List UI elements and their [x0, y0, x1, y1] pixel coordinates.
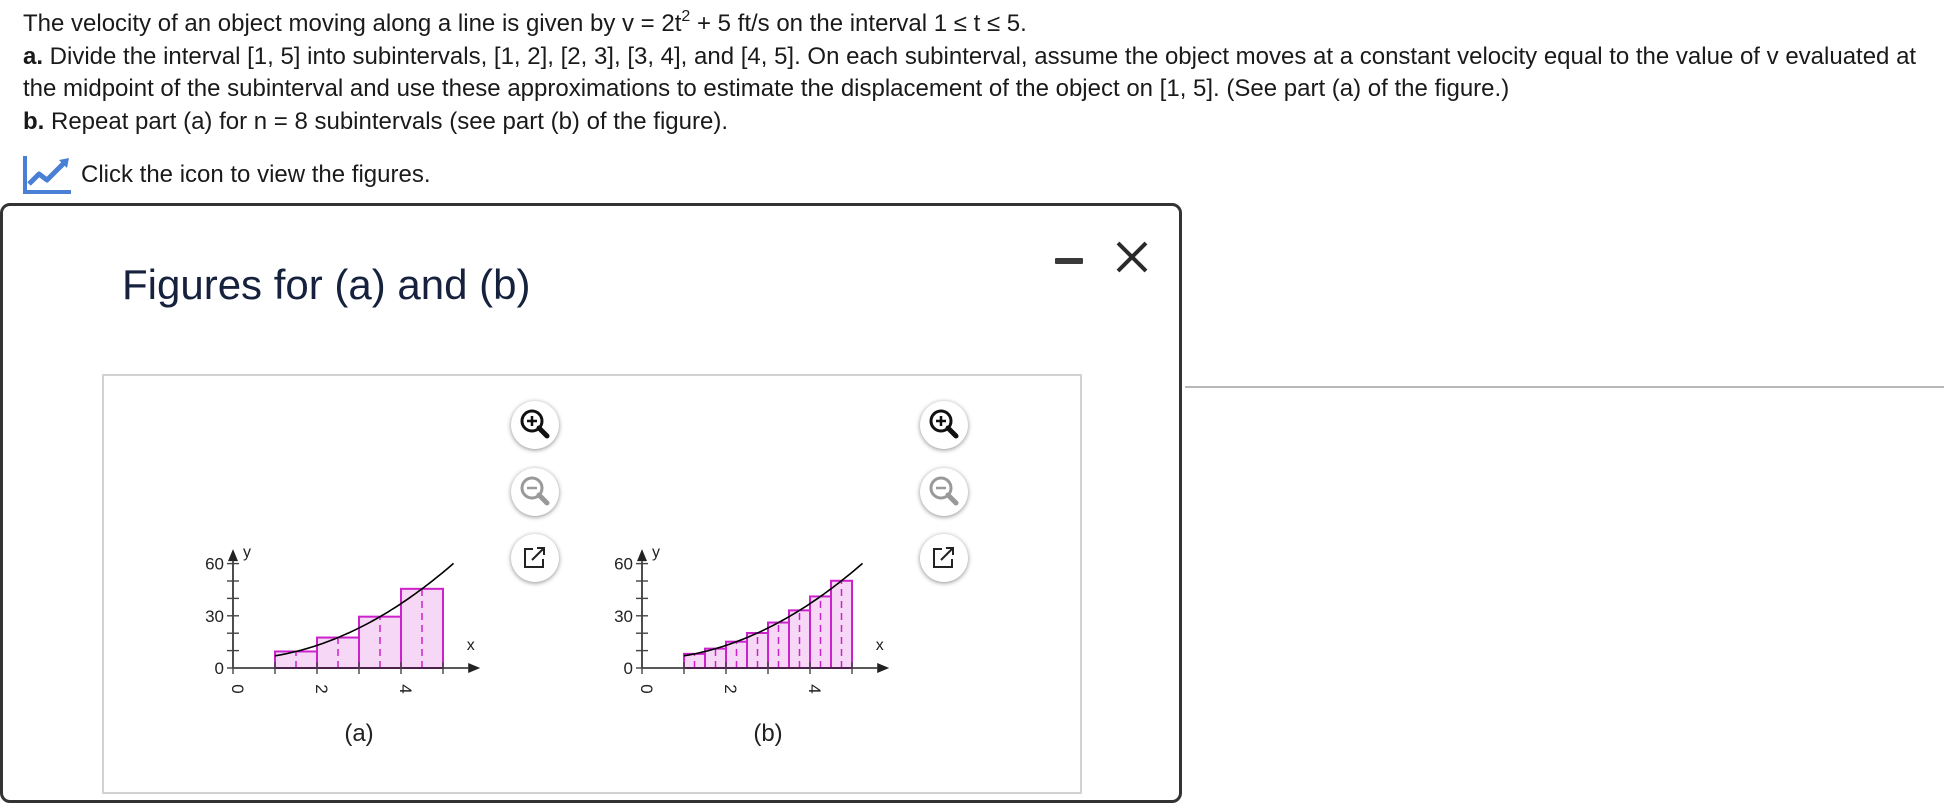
chart-b — [636, 549, 889, 674]
part-b — [23, 106, 1933, 139]
problem-intro-text: The velocity of an object moving along a line is given by v = 2t — [23, 10, 682, 37]
figure-caption: (b) — [753, 720, 783, 747]
x-tick-label: 0 — [637, 684, 656, 694]
x-tick-label: 0 — [228, 684, 247, 694]
chart-a — [227, 549, 480, 674]
zoom-out-button-b[interactable] — [920, 468, 968, 516]
x-tick-label: 2 — [312, 684, 331, 694]
problem-statement — [23, 8, 1933, 138]
y-axis-label: y — [243, 544, 251, 562]
y-tick-label: 30 — [614, 606, 633, 626]
chart-icon[interactable] — [23, 156, 71, 194]
problem-intro — [23, 8, 1933, 41]
exponent: 2 — [681, 8, 691, 25]
divider — [1185, 386, 1944, 388]
y-axis-label: y — [652, 544, 660, 562]
view-figures-link[interactable] — [23, 156, 431, 194]
zoom-in-icon[interactable] — [511, 401, 559, 449]
y-axis-arrow — [228, 549, 238, 561]
x-tick-label: 4 — [396, 684, 415, 694]
zoom-out-icon[interactable] — [511, 468, 559, 516]
x-tick-label: 2 — [721, 684, 740, 694]
zoom-out-icon[interactable] — [920, 468, 968, 516]
part-a-label: a. — [23, 42, 44, 70]
y-axis-arrow — [637, 549, 647, 561]
x-axis-label: x — [875, 637, 884, 654]
view-figures-label[interactable]: Click the icon to view the figures. — [81, 161, 431, 188]
y-tick-label: 60 — [614, 554, 633, 574]
x-axis-label: x — [466, 637, 475, 654]
part-a-text: Divide the interval [1, 5] into subintervals, [1, 2], [2, 3], [3, 4], and [4, 5]. On each subinterval, assume the object moves at a constant velocity equal to the value of v evaluated at the midpoint of the subinterval and use these approximations to estimate the displacement of the object on [1, 5]. (See part (a) of the figure.) — [23, 42, 1917, 102]
popout-button-b[interactable] — [920, 534, 968, 582]
popout-icon[interactable] — [511, 534, 559, 582]
problem-intro-tail: + 5 ft/s on the interval 1 ≤ t ≤ 5. — [690, 10, 1027, 37]
part-b-label: b. — [23, 107, 45, 135]
figure-panel — [102, 374, 1082, 794]
zoom-in-button-a[interactable] — [511, 401, 559, 449]
part-a — [23, 41, 1933, 106]
figure-caption: (a) — [344, 720, 374, 747]
y-tick-label: 0 — [214, 659, 224, 678]
minimize-button[interactable] — [1055, 254, 1085, 268]
x-tick-label: 4 — [805, 684, 824, 694]
x-axis-arrow — [877, 663, 889, 673]
y-tick-label: 60 — [205, 554, 224, 574]
popout-button-a[interactable] — [511, 534, 559, 582]
popout-icon[interactable] — [920, 534, 968, 582]
figures-dialog — [0, 203, 1182, 803]
zoom-in-button-b[interactable] — [920, 401, 968, 449]
part-b-text: Repeat part (a) for n = 8 subintervals (see part (b) of the figure). — [44, 107, 728, 135]
y-tick-label: 30 — [205, 606, 224, 626]
y-tick-label: 0 — [623, 659, 633, 678]
x-axis-arrow — [468, 663, 480, 673]
dialog-title: Figures for (a) and (b) — [122, 261, 531, 308]
zoom-out-button-a[interactable] — [511, 468, 559, 516]
zoom-in-icon[interactable] — [920, 401, 968, 449]
close-icon[interactable] — [1114, 239, 1150, 275]
